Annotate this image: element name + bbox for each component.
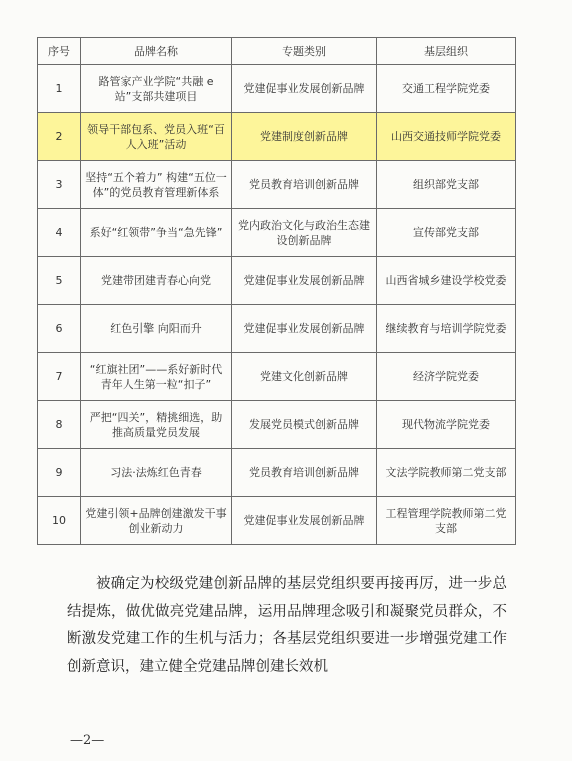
cell-category: 党建促事业发展创新品牌	[232, 497, 377, 545]
cell-org: 经济学院党委	[377, 353, 516, 401]
cell-no: 1	[38, 65, 81, 113]
header-category: 专题类别	[232, 38, 377, 65]
cell-org: 现代物流学院党委	[377, 401, 516, 449]
cell-org: 山西交通技师学院党委	[377, 113, 516, 161]
cell-category: 发展党员模式创新品牌	[232, 401, 377, 449]
cell-brand-name: 习法·法炼红色青春	[81, 449, 232, 497]
cell-no: 5	[38, 257, 81, 305]
header-brand-name: 品牌名称	[81, 38, 232, 65]
paragraph-text: 被确定为校级党建创新品牌的基层党组织要再接再厉，进一步总结提炼，做优做亮党建品牌，运用品牌理念吸引和凝聚党员群众，不断激发党建工作的生机与活力；各基层党组织要进一步增强党建工作创新意识，建立健全党建品牌创建长效机	[67, 576, 507, 675]
cell-no: 6	[38, 305, 81, 353]
table-row	[38, 113, 516, 161]
table-row	[38, 65, 516, 113]
cell-org: 工程管理学院教师第二党支部	[377, 497, 516, 545]
cell-category: 党建促事业发展创新品牌	[232, 65, 377, 113]
table-row	[38, 449, 516, 497]
cell-no: 8	[38, 401, 81, 449]
page-number: —2—	[70, 733, 105, 748]
cell-brand-name: 领导干部包系、党员入班“百人入班”活动	[81, 113, 232, 161]
brand-table	[37, 37, 516, 545]
cell-brand-name: 系好“红领带”争当“急先锋”	[81, 209, 232, 257]
table-row	[38, 497, 516, 545]
cell-category: 党建促事业发展创新品牌	[232, 257, 377, 305]
cell-org: 文法学院教师第二党支部	[377, 449, 516, 497]
table-row	[38, 401, 516, 449]
cell-no: 4	[38, 209, 81, 257]
cell-category: 党建文化创新品牌	[232, 353, 377, 401]
cell-category: 党建制度创新品牌	[232, 113, 377, 161]
cell-org: 继续教育与培训学院党委	[377, 305, 516, 353]
cell-org: 组织部党支部	[377, 161, 516, 209]
cell-category: 党员教育培训创新品牌	[232, 449, 377, 497]
table-row	[38, 161, 516, 209]
cell-no: 9	[38, 449, 81, 497]
cell-category: 党建促事业发展创新品牌	[232, 305, 377, 353]
cell-brand-name: “红旗社团”——系好新时代青年人生第一粒“扣子”	[81, 353, 232, 401]
table-row	[38, 305, 516, 353]
cell-no: 7	[38, 353, 81, 401]
table-row	[38, 209, 516, 257]
cell-org: 交通工程学院党委	[377, 65, 516, 113]
table-row	[38, 257, 516, 305]
cell-brand-name: 路管家产业学院“共融 e站”支部共建项目	[81, 65, 232, 113]
table-row	[38, 353, 516, 401]
cell-org: 山西省城乡建设学校党委	[377, 257, 516, 305]
cell-category: 党员教育培训创新品牌	[232, 161, 377, 209]
cell-no: 10	[38, 497, 81, 545]
header-no: 序号	[38, 38, 81, 65]
cell-brand-name: 红色引擎 向阳而升	[81, 305, 232, 353]
cell-brand-name: 党建带团建青春心向党	[81, 257, 232, 305]
header-org: 基层组织	[377, 38, 516, 65]
cell-no: 2	[38, 113, 81, 161]
cell-brand-name: 坚持“五个着力” 构建“五位一体”的党员教育管理新体系	[81, 161, 232, 209]
cell-brand-name: 严把“四关”，精挑细选，助推高质量党员发展	[81, 401, 232, 449]
cell-org: 宣传部党支部	[377, 209, 516, 257]
cell-category: 党内政治文化与政治生态建设创新品牌	[232, 209, 377, 257]
body-paragraph	[67, 571, 507, 681]
cell-brand-name: 党建引领+品牌创建激发干事创业新动力	[81, 497, 232, 545]
table-body	[38, 65, 516, 545]
table-header	[38, 38, 516, 65]
cell-no: 3	[38, 161, 81, 209]
